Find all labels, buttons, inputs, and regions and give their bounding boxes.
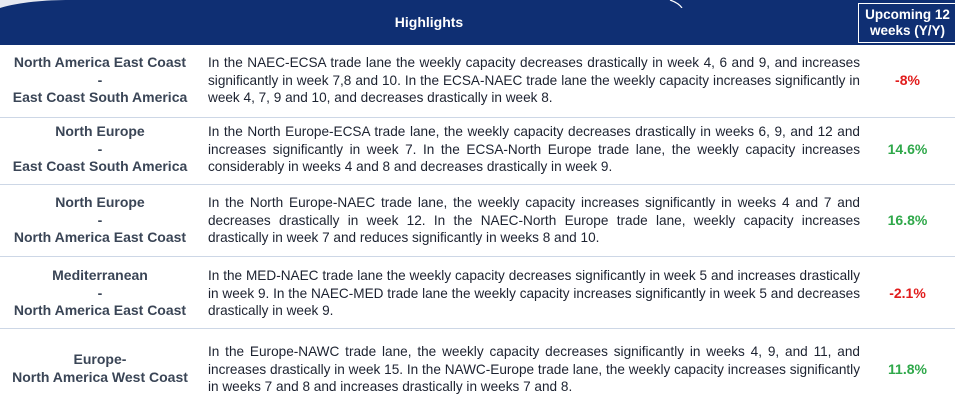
lane-origin: North Europe bbox=[55, 194, 145, 210]
lane-origin: North Europe bbox=[55, 123, 145, 139]
lane-destination: North America West Coast bbox=[12, 368, 188, 385]
trade-lane-label bbox=[0, 194, 200, 247]
lane-origin: Mediterranean bbox=[52, 267, 148, 283]
upcoming-heading-line1: Upcoming 12 bbox=[865, 7, 950, 22]
capacity-change-value: -2.1% bbox=[889, 285, 926, 301]
lane-destination: East Coast South America bbox=[12, 89, 188, 105]
highlights-heading: Highlights bbox=[394, 14, 464, 30]
row-divider bbox=[0, 256, 955, 257]
lane-origin: Europe- bbox=[73, 351, 127, 367]
highlight-text: In the North Europe-NAEC trade lane, the weekly capacity increases significantly in weeks 4 and 7 and decreases drastically in week 12. In the NAEC-North Europe trade lane, weekly capacity increases drastically in week 7 and reduces significantly in weeks 8 and 10. bbox=[208, 195, 860, 245]
row-divider bbox=[0, 184, 955, 185]
capacity-change-value: 14.6% bbox=[887, 141, 928, 157]
trade-lane-label bbox=[0, 351, 200, 386]
highlight-text: In the MED-NAEC trade lane the weekly capacity decreases significantly in week 5 and increases drastically in week 9. In the NAEC-MED trade lane the weekly capacity increases significantly in week 5 and decreases drastically in week 9. bbox=[208, 268, 860, 318]
lane-separator: - bbox=[97, 284, 103, 301]
lane-destination: North America East Coast bbox=[13, 229, 187, 245]
lane-origin: North America East Coast bbox=[13, 54, 187, 70]
lane-separator: - bbox=[97, 71, 103, 88]
lane-destination: East Coast South America bbox=[12, 158, 188, 174]
capacity-change-value: 11.8% bbox=[888, 361, 927, 377]
highlight-text: In the NAEC-ECSA trade lane the weekly capacity decreases drastically in week 4, 6 and 9, and increases significantly in week 7,8 and 10. In the ECSA-NAEC trade lane the weekly capacity increases significantly in week 4, 7, 9 and 10, and decreases drastically in week 8. bbox=[208, 55, 860, 105]
row-divider bbox=[0, 117, 955, 118]
trade-lane-label bbox=[0, 123, 200, 176]
trade-lane-label bbox=[0, 54, 200, 107]
capacity-change-value: 16.8% bbox=[887, 212, 928, 228]
capacity-change-value: -8% bbox=[895, 72, 920, 88]
upcoming-heading-line2: weeks (Y/Y) bbox=[869, 23, 946, 38]
trade-lane-label bbox=[0, 267, 200, 320]
lane-separator: - bbox=[97, 211, 103, 228]
highlight-text: In the North Europe-ECSA trade lane, the weekly capacity decreases drastically in weeks 6, 9, and 12 and increases significantly in week 7. In the ECSA-North Europe trade lane, the weekly capacity increases considerably in weeks 4 and 8 and decreases drastically in week 9. bbox=[208, 124, 860, 174]
lane-destination: North America East Coast bbox=[13, 302, 187, 318]
table-header bbox=[0, 0, 955, 45]
upcoming-weeks-heading bbox=[860, 7, 955, 39]
highlight-text: In the Europe-NAWC trade lane, the weekly capacity decreases significantly in weeks 4, 9, and 11, and increases drastically in week 15. In the NAWC-Europe trade lane, the weekly capacity increases significantly in weeks 7 and 8 and increases drastically in weeks 7 and 8. bbox=[208, 344, 860, 394]
lane-separator: - bbox=[97, 140, 103, 157]
row-divider bbox=[0, 328, 955, 329]
